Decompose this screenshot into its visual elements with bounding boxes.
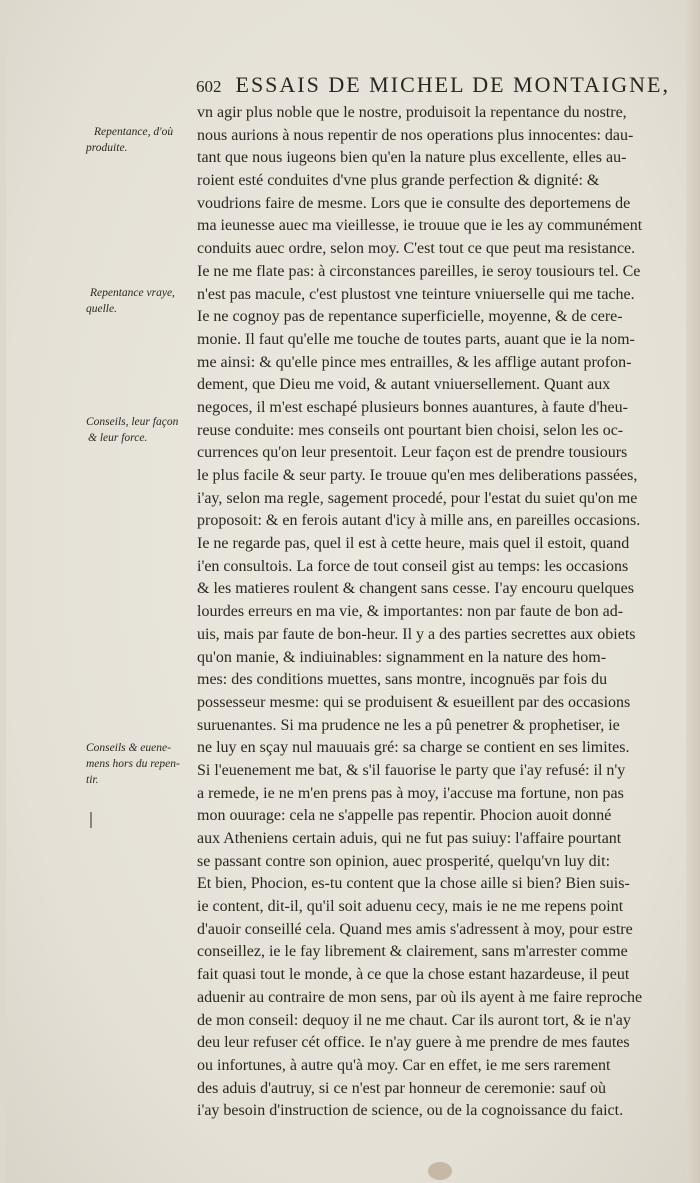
text-line: de mon conseil: dequoy il ne me chaut. Car ils auront tort, & ie n'ay [197,1011,631,1029]
margin-note [86,414,194,446]
page-number: 602 [196,77,222,96]
text-line: d'auoir conseillé cela. Quand mes amis s'adressent à moy, pour estre [197,920,633,938]
margin-note [86,124,194,156]
text-line: suruenantes. Si ma prudence ne les a pû penetrer & prophetiser, ie [197,716,620,734]
text-line: vn agir plus noble que le nostre, produisoit la repentance du nostre, [197,104,627,121]
text-line: i'en consultois. La force de tout conseil gist au temps: les occasions [197,557,629,575]
text-line: des aduis d'autruy, si ce n'est par honneur de ceremonie: sauf où [197,1079,607,1097]
text-line: mes: des conditions muettes, sans montre, incognuës par fois du [197,671,608,689]
text-line: Ie ne me flate pas: à circonstances pareilles, ie seroy tousiours tel. Ce [197,262,641,280]
text-line: n'est pas macule, c'est plustost vne teinture vniuerselle qui me tache. [197,285,635,303]
text-line: roient esté conduites d'vne plus grande perfection & dignité: & [197,172,600,190]
text-line: aduenir au contraire de mon sens, par où ils ayent à me faire reproche [197,988,643,1006]
margin-note-line: produite. [86,142,128,154]
text-line: monie. Il faut qu'elle me touche de toutes parts, auant que ie la nom- [197,330,635,348]
text-line: uis, mais par faute de bon-heur. Il y a des parties secrettes aux obiets [197,625,636,643]
margin-note-line: Repentance vraye, [90,287,175,299]
text-line: Ie ne regarde pas, quel il est à cette heure, mais quel il estoit, quand [197,535,630,553]
margin-note-line: Conseils, leur façon [86,416,179,428]
running-header [196,72,688,100]
text-line: i'ay besoin d'instruction de science, ou de la cognoissance du faict. [197,1102,624,1120]
text-line: proposoit: & en ferois autant d'icy à mille ans, en pareilles occasions. [197,512,641,530]
margin-note-line: quelle. [86,303,117,315]
text-line: conduits auec ordre, selon moy. C'est tout ce que peut ma resistance. [197,240,636,258]
text-line: mon ouurage: cela ne s'appelle pas repentir. Phocion auoit donné [197,807,612,825]
text-line: fait quasi tout le monde, à ce que la chose estant hazardeuse, il peut [197,966,630,984]
text-line: lourdes erreurs en ma vie, & importantes: non par faute de bon ad- [197,603,624,621]
text-line: ie content, dit-il, qu'il soit aduenu cecy, mais ie ne me repens point [197,898,624,916]
ink-mark [90,812,92,828]
text-line: a remede, ie ne m'en prens pas à moy, i'accuse ma fortune, non pas [197,784,624,802]
text-line: i'ay, selon ma regle, sagement procedé, pour l'estat du suiet qu'on me [197,489,638,507]
text-line: Ie ne cognoy pas de repentance superficielle, moyenne, & de cere- [197,308,623,326]
margin-note [86,285,194,317]
text-line: ne luy en sçay nul mauuais gré: sa charge se contient en ses limites. [197,739,630,757]
ink-blot [428,1162,452,1180]
text-line: le plus facile & seur party. Ie trouue qu'en mes deliberations passées, [197,467,638,484]
margin-note-line: mens hors du repen- [86,758,180,770]
text-line: Et bien, Phocion, es-tu content que la chose aille si bien? Bien suis- [197,875,630,893]
text-line: me ainsi: & qu'elle pince mes entrailles, & les afflige autant profon- [197,353,632,371]
text-line: possesseur mesme: qui se produisent & esueillent par des occasions [197,693,631,711]
text-line: deu leur refuser cét office. Ie n'ay guere à me prendre de mes fautes [197,1034,630,1052]
running-title: ESSAIS DE MICHEL DE MONTAIGNE, [235,72,670,97]
text-line: & les matieres roulent & changent sans cesse. I'ay encouru quelques [197,580,634,598]
body-text [197,102,685,1123]
text-line: negoces, il m'est eschapé plusieurs bonnes auantures, à faute d'heu- [197,398,628,416]
right-page-edge [686,0,700,1183]
text-line: aux Atheniens certain aduis, qui ne fut pas suiuy: l'affaire pourtant [197,830,622,847]
text-line: ou infortunes, à autre qu'à moy. Car en effet, ie me sers rarement [197,1056,611,1074]
text-line: reuse conduite: mes conseils ont pourtant bien choisi, selon les oc- [197,421,624,439]
text-line: dement, que Dieu me void, & autant vniuersellement. Quant aux [197,376,611,394]
margin-note-line: Conseils & euene- [86,742,171,754]
text-line: ma ieunesse auec ma vieillesse, ie trouue que ie les ay communément [197,217,643,235]
text-line: Si l'euenement me bat, & s'il fauorise le party que i'ay refusé: il n'y [197,761,626,779]
text-line: tant que nous iugeons bien qu'en la nature plus excellente, elles au- [197,149,627,167]
margin-note-line: Repentance, d'où [94,126,174,138]
left-page-edge [0,0,6,1183]
text-line: voudrions faire de mesme. Lors que ie consulte des deportemens de [197,194,631,212]
text-line: se passant contre son opinion, auec prosperité, quelqu'vn luy dit: [197,852,611,870]
margin-note-line: & leur force. [88,432,148,444]
text-line: qu'on manie, & indiuinables: signamment en la nature des hom- [197,648,607,666]
margin-note [86,740,194,788]
text-line: nous aurions à nous repentir de nos operations plus innocentes: dau- [197,126,634,144]
text-line: conseillez, ie le fay librement & clairement, sans m'arrester comme [197,943,628,961]
text-line: currences qu'on leur presentoit. Leur façon est de prendre tousiours [197,444,628,462]
margin-note-line: tir. [86,774,99,786]
